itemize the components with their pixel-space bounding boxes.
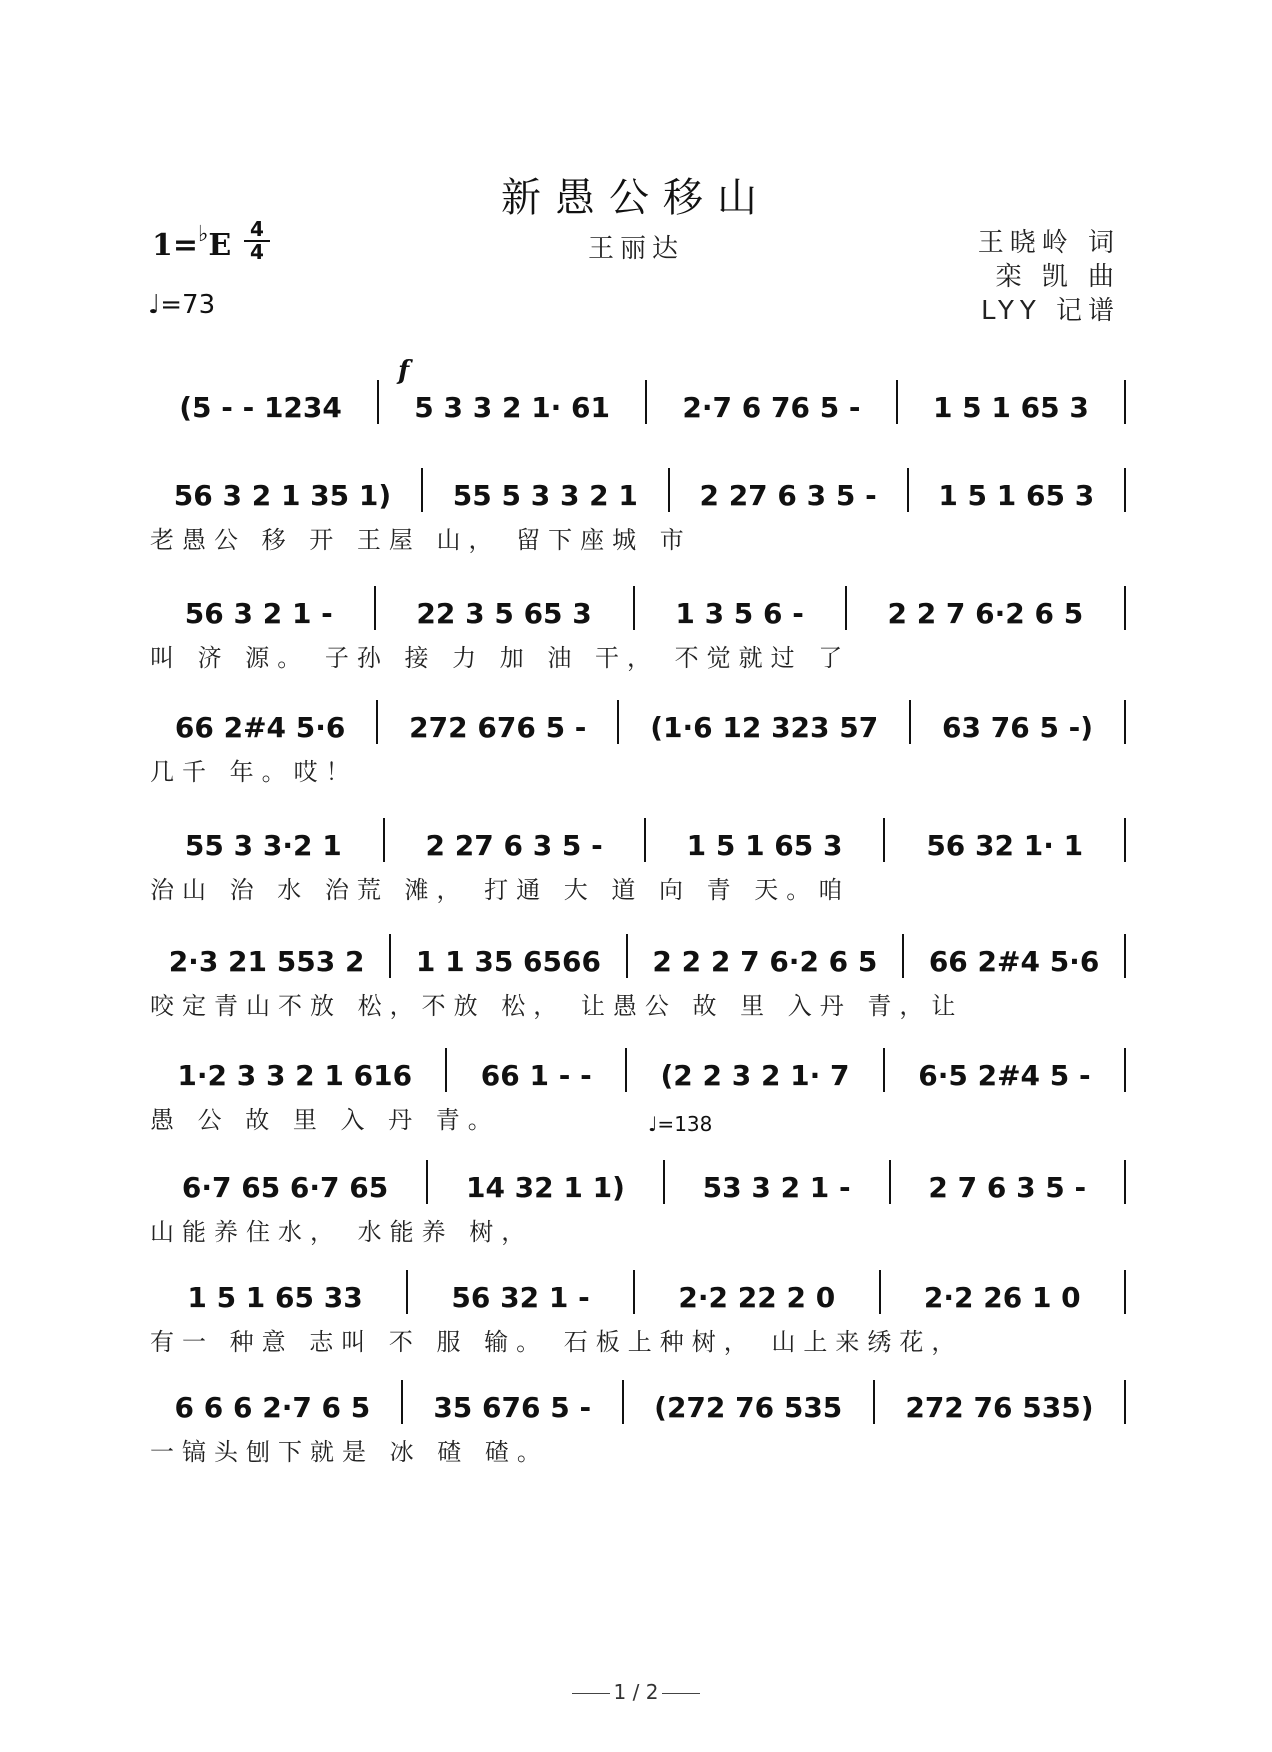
barline xyxy=(645,380,647,424)
measure: 55 3 3·2 1 xyxy=(184,829,342,862)
measure: 272 676 5 - xyxy=(409,711,587,744)
barline xyxy=(1124,1380,1126,1424)
measure: 2·3 21 553 2 xyxy=(168,945,365,978)
composer-credit: 栾 凯 曲 xyxy=(995,262,1120,292)
page-number-text: 1 / 2 xyxy=(613,1680,659,1704)
key-label: 1= xyxy=(152,228,199,263)
measure: 22 3 5 65 3 xyxy=(416,597,592,630)
staff-row xyxy=(150,1160,1132,1204)
measure: 56 3 2 1 - xyxy=(184,597,333,630)
key-signature xyxy=(152,222,231,263)
measure: 2 27 6 3 5 - xyxy=(425,829,603,862)
measure: 56 3 2 1 35 1) xyxy=(173,479,392,512)
barline xyxy=(1124,468,1126,512)
barline xyxy=(421,468,423,512)
staff-row xyxy=(150,380,1132,424)
measure: 6·5 2#4 5 - xyxy=(918,1059,1091,1092)
staff-row xyxy=(150,700,1132,744)
measure: 2 7 6 3 5 - xyxy=(928,1171,1087,1204)
barline xyxy=(633,586,635,630)
barline xyxy=(1124,818,1126,862)
lyric-line xyxy=(150,1322,1132,1356)
barline xyxy=(879,1270,881,1314)
lyric-text: 山能养住水， 水能养 树， xyxy=(150,1218,534,1246)
flat-sign: ♭ xyxy=(198,222,209,247)
lyric-text: 几千 年。哎！ xyxy=(150,758,358,786)
barline xyxy=(883,1048,885,1092)
barline xyxy=(883,818,885,862)
measure: 35 676 5 - xyxy=(433,1391,592,1424)
measure: 1 5 1 65 3 xyxy=(938,479,1095,512)
measure: 6·7 65 6·7 65 xyxy=(181,1171,389,1204)
barline xyxy=(668,468,670,512)
barline xyxy=(1124,1270,1126,1314)
measure: 1·2 3 3 2 1 616 xyxy=(177,1059,413,1092)
lyric-line xyxy=(150,638,1132,672)
barline xyxy=(1124,1160,1126,1204)
song-title: 新愚公移山 xyxy=(501,175,771,221)
barline xyxy=(383,818,385,862)
lyric-line xyxy=(150,1100,1132,1134)
lyric-line xyxy=(150,1212,1132,1246)
page-number xyxy=(0,1680,1272,1704)
time-signature xyxy=(244,217,270,264)
barline xyxy=(845,586,847,630)
barline xyxy=(1124,700,1126,744)
barline xyxy=(644,818,646,862)
lyric-text: 咬定青山不放 松，不放 松， 让愚公 故 里 入丹 青，让 xyxy=(150,992,964,1020)
barline xyxy=(622,1380,624,1424)
barline xyxy=(389,934,391,978)
barline xyxy=(445,1048,447,1092)
barline xyxy=(1124,1048,1126,1092)
tempo-change: ♩=138 xyxy=(648,1112,713,1136)
lyric-text: 一镐头刨下就是 冰 碴 碴。 xyxy=(150,1438,549,1466)
barline xyxy=(401,1380,403,1424)
measure: 2 2 2 7 6·2 6 5 xyxy=(652,945,878,978)
dynamic-marking: f xyxy=(398,356,410,386)
staff-row xyxy=(150,1380,1132,1424)
measure: 1 5 1 65 33 xyxy=(187,1281,363,1314)
measure: 6 6 6 2·7 6 5 xyxy=(174,1391,371,1424)
barline xyxy=(633,1270,635,1314)
staff-row xyxy=(150,468,1132,512)
barline xyxy=(426,1160,428,1204)
measure: 1 5 1 65 3 xyxy=(686,829,843,862)
measure: 66 2#4 5·6 xyxy=(928,945,1100,978)
measure: 56 32 1 - xyxy=(451,1281,590,1314)
measure: 66 2#4 5·6 xyxy=(174,711,346,744)
time-sig-top: 4 xyxy=(250,217,264,241)
measure: 14 32 1 1) xyxy=(465,1171,625,1204)
barline xyxy=(902,934,904,978)
barline xyxy=(896,380,898,424)
lyric-line xyxy=(150,432,1132,462)
key-note: E xyxy=(208,228,232,263)
measure: 56 32 1· 1 xyxy=(926,829,1084,862)
barline xyxy=(1124,934,1126,978)
measure: 66 1 - - xyxy=(480,1059,592,1092)
barline xyxy=(1124,380,1126,424)
tempo-marking: ♩=73 xyxy=(148,290,216,320)
barline xyxy=(625,1048,627,1092)
staff-row xyxy=(150,1270,1132,1314)
barline xyxy=(626,934,628,978)
barline xyxy=(376,700,378,744)
lyric-line xyxy=(150,870,1132,904)
measure: (272 76 535 xyxy=(654,1391,843,1424)
lyric-line xyxy=(150,520,1132,554)
measure: 2·2 26 1 0 xyxy=(923,1281,1081,1314)
staff-row xyxy=(150,1048,1132,1092)
lyric-line xyxy=(150,1432,1132,1466)
measure: 2·7 6 76 5 - xyxy=(682,391,861,424)
lyric-text: 老愚公 移 开 王屋 山， 留下座城 市 xyxy=(150,526,692,554)
measure: 53 3 2 1 - xyxy=(702,1171,851,1204)
barline xyxy=(377,380,379,424)
lyricist-credit: 王晓岭 词 xyxy=(977,228,1120,258)
measure: 272 76 535) xyxy=(905,1391,1094,1424)
measure: 2 27 6 3 5 - xyxy=(699,479,877,512)
measure: 63 76 5 -) xyxy=(942,711,1094,744)
barline xyxy=(663,1160,665,1204)
measure: (2 2 3 2 1· 7 xyxy=(660,1059,850,1092)
lyric-line xyxy=(150,752,1132,786)
barline xyxy=(374,586,376,630)
measure: 55 5 3 3 2 1 xyxy=(452,479,638,512)
barline xyxy=(873,1380,875,1424)
measure: (5 - - 1234 xyxy=(179,391,342,424)
lyric-line xyxy=(150,986,1132,1020)
measure: 2 2 7 6·2 6 5 xyxy=(887,597,1084,630)
barline xyxy=(889,1160,891,1204)
measure: 1 3 5 6 - xyxy=(675,597,804,630)
staff-row xyxy=(150,934,1132,978)
time-sig-bottom: 4 xyxy=(250,240,264,264)
measure: (1·6 12 323 57 xyxy=(650,711,879,744)
measure: 5 3 3 2 1· 61 xyxy=(414,391,611,424)
barline xyxy=(617,700,619,744)
lyric-text: 愚 公 故 里 入 丹 青。 xyxy=(150,1106,500,1134)
barline xyxy=(1124,586,1126,630)
barline xyxy=(406,1270,408,1314)
measure: 1 5 1 65 3 xyxy=(932,391,1089,424)
measure: 1 1 35 6566 xyxy=(415,945,601,978)
barline xyxy=(907,468,909,512)
lyric-text: 叫 济 源。 子孙 接 力 加 油 干， 不觉就过 了 xyxy=(150,644,851,672)
staff-row xyxy=(150,586,1132,630)
transcriber-credit: LYY 记谱 xyxy=(980,296,1120,326)
staff-row xyxy=(150,818,1132,862)
singer-name: 王丽达 xyxy=(587,234,684,264)
lyric-text: 治山 治 水 治荒 滩， 打通 大 道 向 青 天。咱 xyxy=(150,876,851,904)
measure: 2·2 22 2 0 xyxy=(678,1281,836,1314)
lyric-text: 有一 种意 志叫 不 服 输。 石板上种树， 山上来绣花， xyxy=(150,1328,964,1356)
barline xyxy=(909,700,911,744)
